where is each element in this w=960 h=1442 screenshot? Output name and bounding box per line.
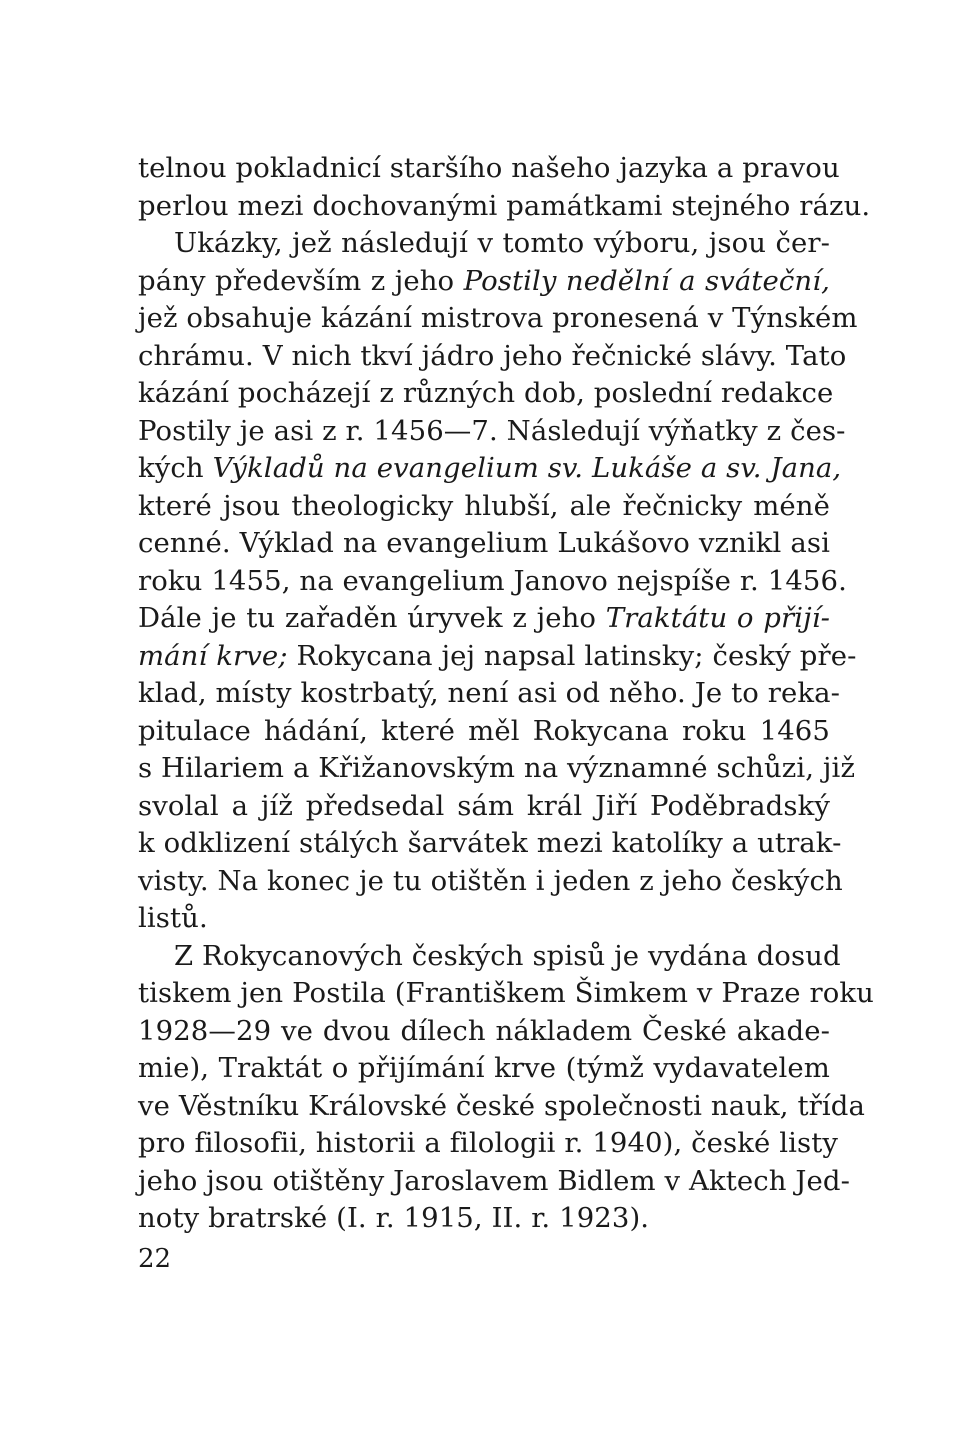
text-run: Rokycana jej napsal latinsky; český pře- [287,639,857,672]
paragraph1-line [138,823,842,863]
italic-title: Traktátu o přijí- [605,602,831,634]
paragraph1-line [138,223,830,263]
paragraph1-line [138,373,834,413]
paragraph1-line [138,711,830,751]
text-run: Postily je asi z r. 1456—7. Následují výňatky z čes- [138,414,846,447]
text-run: Dále je tu zařaděn úryvek z jeho [138,602,606,634]
paragraph1-line [138,861,843,901]
text-run: které jsou theologicky hlubší, ale řečnicky méně [138,489,830,522]
paragraph1-line [138,598,830,638]
text-run: listů. [138,902,208,934]
text-run: visty. Na konec je tu otištěn i jeden z jeho českých [138,864,843,897]
paragraph2-line [138,1086,865,1126]
paragraph1-line [138,336,847,376]
text-run: svolal a jíž předsedal sám král Jiří Poděbradský [138,789,830,822]
text-run: mie), Traktát o přijímání krve (týmž vydavatelem [138,1052,830,1084]
text-run: ve Věstníku Královské české společnosti nauk, třída [138,1089,865,1122]
paragraph1-line [138,523,830,563]
text-run: kých [138,452,213,484]
text-run: jež obsahuje kázání mistrova pronesená v Týnském [138,302,858,334]
text-run: pitulace hádání, které měl Rokycana roku 1465 [138,714,830,747]
paragraph2-line [138,1161,851,1201]
text-page [138,148,874,1348]
text-run: pány především z jeho [138,264,464,297]
italic-title: Výkladů na evangelium sv. Lukáše a sv. Jana, [212,452,842,484]
paragraph2-line [138,1123,839,1163]
paragraph1-line [138,786,830,826]
paragraph1-line [138,261,830,301]
text-run: s Hilariem a Křižanovským na významné schůzi, již [138,752,856,784]
italic-title: mání krve; [138,639,288,672]
paragraph1-line [138,148,840,188]
paragraph1-line [138,486,830,526]
italic-title: Postily nedělní a sváteční, [463,264,830,297]
text-run: Z Rokycanových českých spisů je vydána dosud [174,939,841,972]
paragraph1-line [138,448,842,488]
paragraph1-line [138,561,847,601]
text-run: roku 1455, na evangelium Janovo nejspíše r. 1456. [138,564,847,597]
paragraph1-line [138,636,857,676]
page-number: 22 [138,1244,172,1274]
text-run: Ukázky, jež následují v tomto výboru, jsou čer- [174,227,830,259]
text-run: kázání pocházejí z různých dob, poslední redakce [138,377,834,409]
text-run: telnou pokladnicí staršího našeho jazyka a pravou [138,152,840,184]
paragraph1-line [138,748,856,788]
paragraph2-line [138,936,841,976]
text-run: noty bratrské (I. r. 1915, II. r. 1923). [138,1202,650,1234]
paragraph1-line [138,298,858,338]
paragraph1-line [138,898,830,938]
paragraph2-line [138,1198,830,1238]
text-run: klad, místy kostrbatý, není asi od něho. Je to reka- [138,677,840,709]
paragraph1-line [138,411,846,451]
text-run: pro filosofii, historii a filologii r. 1940), české listy [138,1127,839,1159]
paragraph2-line [138,1048,830,1088]
text-run: perlou mezi dochovanými památkami stejného rázu. [138,189,871,222]
text-run: k odklizení stálých šarvátek mezi katolíky a utrak- [138,827,842,859]
paragraph2-line [138,1011,830,1051]
paragraph1-line [138,673,840,713]
text-run: 1928—29 ve dvou dílech nákladem České akade- [138,1014,830,1047]
text-run: chrámu. V nich tkví jádro jeho řečnické slávy. Tato [138,339,847,372]
text-run: tiskem jen Postila (Františkem Šimkem v Praze roku [138,977,874,1009]
text-run: jeho jsou otištěny Jaroslavem Bidlem v Aktech Jed- [138,1164,851,1197]
paragraph1-line [138,186,871,226]
text-run: cenné. Výklad na evangelium Lukášovo vznikl asi [138,527,830,559]
paragraph2-line [138,973,874,1013]
